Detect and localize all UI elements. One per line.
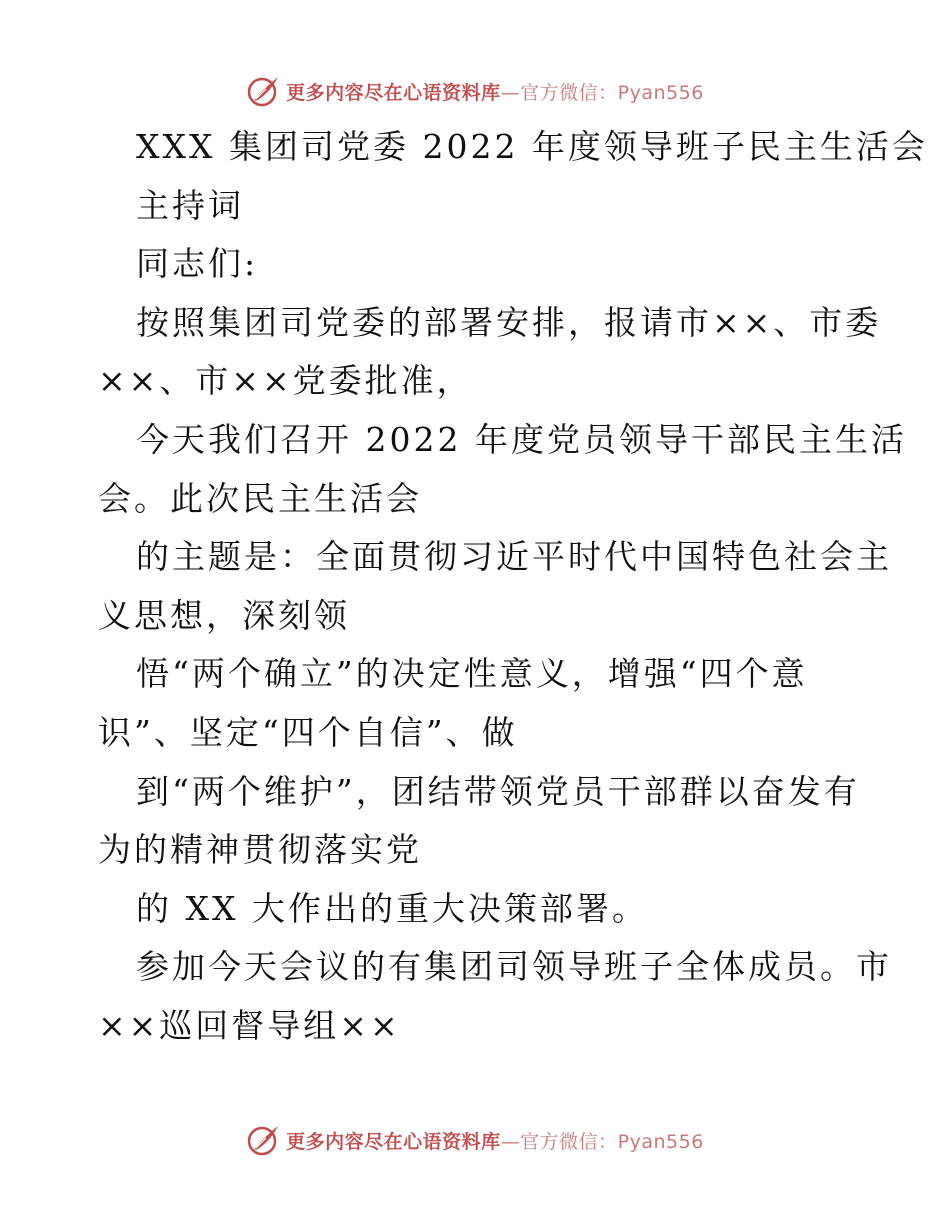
- banner-site-text: 更多内容尽在心语资料库: [286, 1130, 501, 1153]
- banner-site-text: 更多内容尽在心语资料库: [286, 81, 501, 104]
- header-banner: [0, 71, 950, 111]
- document-line: 同志们:: [136, 244, 259, 284]
- document-line: 为的精神贯彻落实党: [98, 830, 422, 870]
- quill-logo-icon: [246, 73, 282, 109]
- document-line: 按照集团司党委的部署安排，报请市××、市委: [136, 302, 882, 342]
- banner-text: [286, 78, 704, 105]
- document-line: 参加今天会议的有集团司领导班子全体成员。市: [136, 947, 892, 987]
- document-line: ××巡回督导组××: [98, 1005, 401, 1045]
- document-line: 会。此次民主生活会: [98, 478, 422, 518]
- document-line: 到“两个维护”，团结带领党员干部群以奋发有: [136, 771, 860, 811]
- document-line: XXX 集团司党委 2022 年度领导班子民主生活会: [136, 127, 928, 166]
- quill-logo-icon: [246, 1122, 282, 1158]
- document-line: 悟“两个确立”的决定性意义，增强“四个意: [136, 654, 808, 694]
- banner-text: [286, 1127, 704, 1154]
- document-line: 的 XX 大作出的重大决策部署。: [136, 888, 648, 928]
- document-line: ××、市××党委批准，: [98, 361, 473, 401]
- document-body: [98, 118, 928, 1056]
- footer-banner: [0, 1120, 950, 1160]
- banner-contact-text: —官方微信：Pyan556: [500, 1130, 704, 1153]
- document-line: 主持词: [136, 185, 244, 225]
- banner-contact-text: —官方微信：Pyan556: [500, 81, 704, 104]
- document-line: 的主题是：全面贯彻习近平时代中国特色社会主: [136, 537, 892, 577]
- document-line: 义思想，深刻领: [98, 595, 350, 635]
- document-line: 识”、坚定“四个自信”、做: [98, 712, 518, 752]
- document-line: 今天我们召开 2022 年度党员领导干部民主生活: [136, 419, 907, 459]
